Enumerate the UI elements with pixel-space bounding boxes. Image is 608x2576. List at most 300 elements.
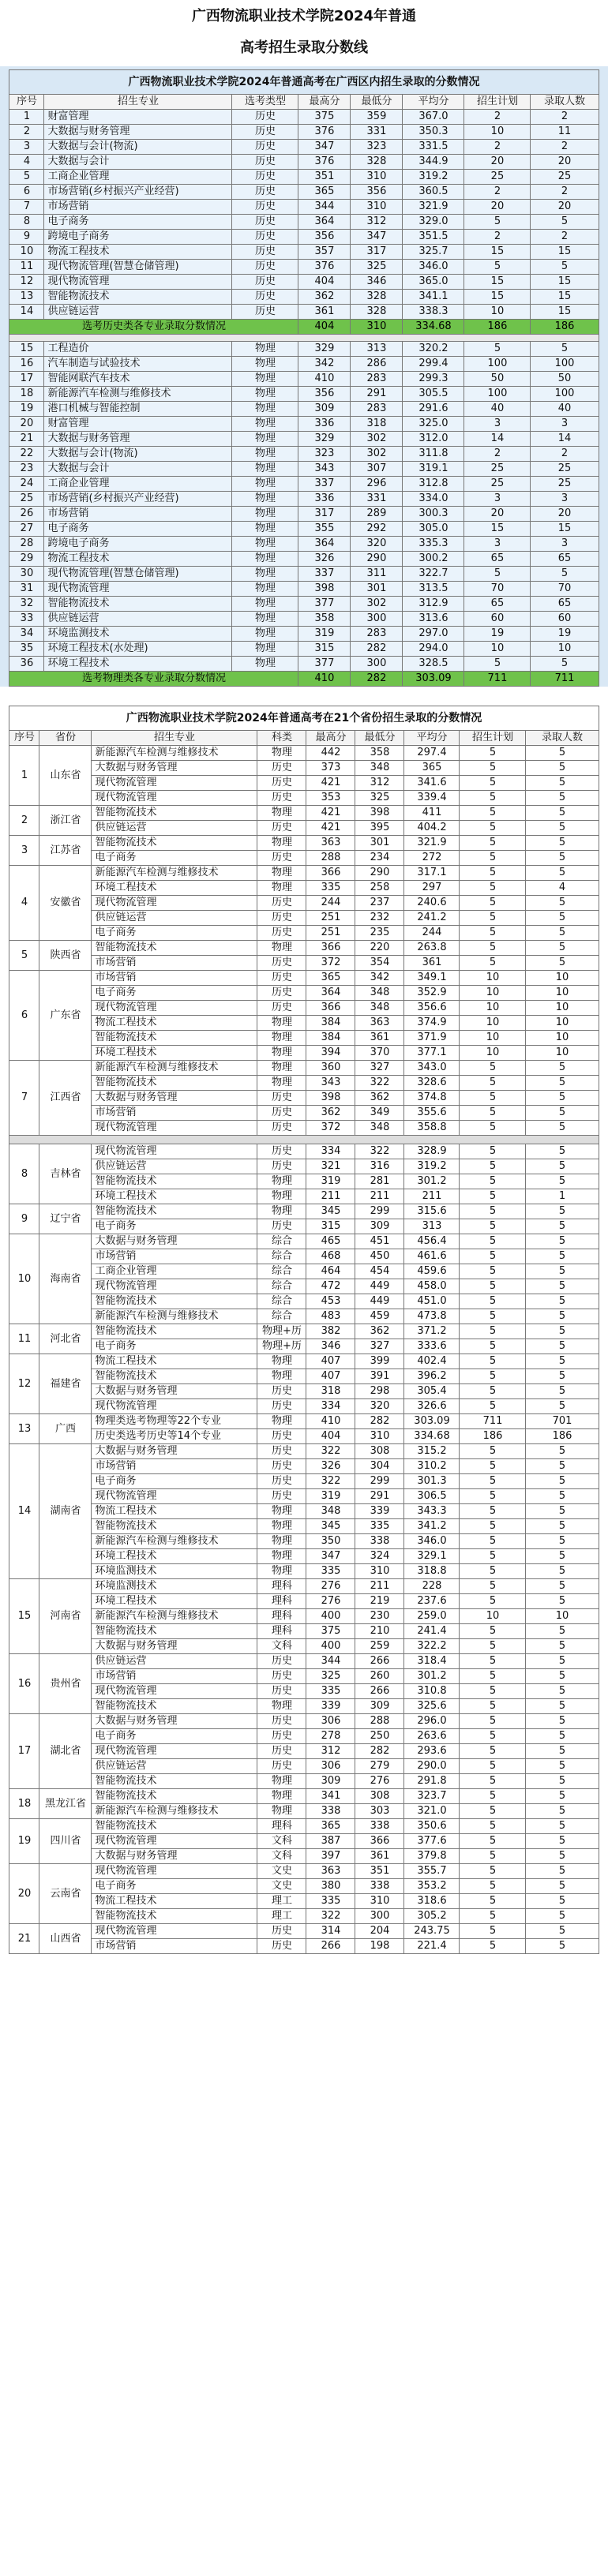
table-row bbox=[9, 821, 599, 836]
cell-major: 现代物流管理 bbox=[92, 1279, 257, 1294]
cell-avg: 318.6 bbox=[404, 1894, 460, 1909]
cell-major: 供应链运营 bbox=[44, 612, 232, 627]
cell-avg: 351.5 bbox=[403, 230, 464, 245]
cell-subject: 历史 bbox=[232, 200, 298, 215]
cell-major: 电子商务 bbox=[92, 986, 257, 1001]
cell-max: 251 bbox=[306, 911, 355, 926]
table-row bbox=[9, 986, 599, 1001]
cell-max: 326 bbox=[298, 552, 351, 567]
cell-plan: 5 bbox=[460, 1834, 526, 1849]
cell-major: 大数据与财务管理 bbox=[92, 1639, 257, 1654]
table-row bbox=[9, 1204, 599, 1219]
cell-major: 供应链运营 bbox=[92, 1159, 257, 1174]
cell-avg: 259.0 bbox=[404, 1609, 460, 1624]
cell-avg: 290.0 bbox=[404, 1759, 460, 1774]
cell-admitted: 5 bbox=[526, 1504, 599, 1519]
cell-admitted: 15 bbox=[531, 275, 599, 290]
cell-subject: 历史 bbox=[232, 155, 298, 170]
cell-max: 321 bbox=[306, 1159, 355, 1174]
cell-subject: 物理 bbox=[232, 402, 298, 417]
cell-max: 375 bbox=[306, 1624, 355, 1639]
cell-max: 323 bbox=[298, 447, 351, 462]
cell-plan: 5 bbox=[460, 911, 526, 926]
cell-no: 19 bbox=[9, 402, 44, 417]
cell-avg: 377.1 bbox=[404, 1046, 460, 1061]
cell-min: 289 bbox=[351, 507, 403, 522]
cell-plan: 5 bbox=[460, 1489, 526, 1504]
cell-avg: 321.9 bbox=[404, 836, 460, 851]
table-row bbox=[9, 1159, 599, 1174]
cell-plan: 5 bbox=[460, 1354, 526, 1369]
cell-subject: 历史 bbox=[257, 1459, 306, 1474]
cell-plan: 100 bbox=[464, 357, 531, 372]
cell-plan: 10 bbox=[460, 1031, 526, 1046]
cell-subject: 历史 bbox=[257, 791, 306, 806]
cell-province: 江苏省 bbox=[39, 836, 92, 866]
cell-avg: 320.2 bbox=[403, 342, 464, 357]
cell-min: 335 bbox=[355, 1519, 404, 1534]
cell-plan: 5 bbox=[460, 1459, 526, 1474]
cell-avg: 350.3 bbox=[403, 125, 464, 140]
cell-admitted: 5 bbox=[526, 1339, 599, 1354]
cell-min: 296 bbox=[351, 477, 403, 492]
cell-max: 319 bbox=[306, 1174, 355, 1189]
cell-admitted: 5 bbox=[526, 776, 599, 791]
cell-province: 吉林省 bbox=[39, 1144, 92, 1204]
cell-plan: 5 bbox=[464, 215, 531, 230]
cell-subject: 理科 bbox=[257, 1579, 306, 1594]
cell-admitted: 19 bbox=[531, 627, 599, 642]
cell-min: 301 bbox=[351, 582, 403, 597]
cell-no: 16 bbox=[9, 1654, 39, 1714]
cell-no: 6 bbox=[9, 185, 44, 200]
cell-min: 395 bbox=[355, 821, 404, 836]
cell-major: 供应链运营 bbox=[92, 1654, 257, 1669]
cell-no: 7 bbox=[9, 200, 44, 215]
cell-major: 电子商务 bbox=[44, 215, 232, 230]
cell-major: 环境工程技术 bbox=[92, 1046, 257, 1061]
cell-admitted: 5 bbox=[526, 1714, 599, 1729]
cell-subject: 物理 bbox=[257, 806, 306, 821]
cell-subject: 历史 bbox=[257, 1429, 306, 1444]
table-row bbox=[9, 275, 599, 290]
cell-major: 市场营销 bbox=[92, 1669, 257, 1684]
table-row bbox=[9, 1459, 599, 1474]
cell-max: 322 bbox=[306, 1444, 355, 1459]
cell-admitted: 5 bbox=[526, 791, 599, 806]
cell-admitted: 5 bbox=[526, 821, 599, 836]
cell-avg: 328.6 bbox=[404, 1076, 460, 1091]
cell-subject: 理工 bbox=[257, 1909, 306, 1924]
cell-major: 汽车制造与试验技术 bbox=[44, 357, 232, 372]
cell-avg: 329.0 bbox=[403, 215, 464, 230]
cell-major: 大数据与财务管理 bbox=[44, 125, 232, 140]
table-row bbox=[9, 866, 599, 881]
cell-major: 新能源汽车检测与维修技术 bbox=[44, 387, 232, 402]
guangxi-score-table-section bbox=[0, 66, 608, 687]
cell-max: 400 bbox=[306, 1639, 355, 1654]
cell-min: 302 bbox=[351, 597, 403, 612]
cell-max: 376 bbox=[298, 125, 351, 140]
cell-max: 345 bbox=[306, 1519, 355, 1534]
cell-min: 219 bbox=[355, 1594, 404, 1609]
cell-max: 404 bbox=[298, 275, 351, 290]
table-row bbox=[9, 1309, 599, 1324]
cell-admitted: 5 bbox=[526, 1849, 599, 1864]
table-row bbox=[9, 806, 599, 821]
cell-admitted: 5 bbox=[526, 1564, 599, 1579]
cell-no: 12 bbox=[9, 1354, 39, 1414]
cell-max: 384 bbox=[306, 1031, 355, 1046]
cell-min: 351 bbox=[355, 1864, 404, 1879]
cell-avg: 402.4 bbox=[404, 1354, 460, 1369]
cell-admitted: 20 bbox=[531, 155, 599, 170]
cell-no: 21 bbox=[9, 1924, 39, 1954]
cell-subject: 物理 bbox=[232, 522, 298, 537]
cell-min: 331 bbox=[351, 125, 403, 140]
cell-major: 电子商务 bbox=[92, 926, 257, 941]
cell-major: 现代物流管理 bbox=[92, 1684, 257, 1699]
cell-max: 355 bbox=[298, 522, 351, 537]
table-row bbox=[9, 1654, 599, 1669]
cell-no: 25 bbox=[9, 492, 44, 507]
summary-value: 282 bbox=[351, 672, 403, 687]
table-row bbox=[9, 1091, 599, 1106]
cell-max: 404 bbox=[306, 1429, 355, 1444]
cell-min: 338 bbox=[355, 1879, 404, 1894]
cell-no: 13 bbox=[9, 1414, 39, 1444]
cell-admitted: 2 bbox=[531, 447, 599, 462]
cell-avg: 291.8 bbox=[404, 1774, 460, 1789]
cell-subject: 历史 bbox=[257, 1744, 306, 1759]
cell-max: 276 bbox=[306, 1594, 355, 1609]
cell-min: 361 bbox=[355, 1031, 404, 1046]
cell-max: 319 bbox=[298, 627, 351, 642]
cell-min: 362 bbox=[355, 1324, 404, 1339]
table-row bbox=[9, 1001, 599, 1016]
cell-max: 344 bbox=[306, 1654, 355, 1669]
table-row bbox=[9, 1249, 599, 1264]
cell-subject: 物理 bbox=[257, 866, 306, 881]
cell-max: 278 bbox=[306, 1729, 355, 1744]
cell-plan: 5 bbox=[460, 1639, 526, 1654]
cell-plan: 14 bbox=[464, 432, 531, 447]
cell-avg: 341.1 bbox=[403, 290, 464, 305]
cell-min: 449 bbox=[355, 1279, 404, 1294]
cell-major: 市场营销 bbox=[92, 1249, 257, 1264]
cell-avg: 343.0 bbox=[404, 1061, 460, 1076]
cell-avg: 350.6 bbox=[404, 1819, 460, 1834]
cell-min: 283 bbox=[351, 402, 403, 417]
cell-subject: 历史 bbox=[232, 110, 298, 125]
cell-subject: 物理 bbox=[257, 941, 306, 956]
cell-admitted: 5 bbox=[526, 1549, 599, 1564]
cell-major: 现代物流管理(智慧仓储管理) bbox=[44, 567, 232, 582]
cell-admitted: 5 bbox=[526, 1579, 599, 1594]
cell-major: 现代物流管理 bbox=[92, 1924, 257, 1939]
table-row bbox=[9, 1699, 599, 1714]
cell-admitted: 5 bbox=[526, 1804, 599, 1819]
table-row bbox=[9, 1594, 599, 1609]
cell-plan: 10 bbox=[460, 1016, 526, 1031]
cell-admitted: 10 bbox=[526, 971, 599, 986]
cell-subject: 综合 bbox=[257, 1249, 306, 1264]
cell-admitted: 5 bbox=[526, 1474, 599, 1489]
cell-min: 250 bbox=[355, 1729, 404, 1744]
summary-value: 334.68 bbox=[403, 320, 464, 335]
summary-row-physics bbox=[9, 672, 599, 687]
summary-value: 404 bbox=[298, 320, 351, 335]
cell-max: 384 bbox=[306, 1016, 355, 1031]
cell-plan: 10 bbox=[464, 642, 531, 657]
cell-plan: 5 bbox=[460, 1091, 526, 1106]
cell-max: 350 bbox=[306, 1534, 355, 1549]
cell-plan: 5 bbox=[460, 746, 526, 761]
table-row bbox=[9, 387, 599, 402]
cell-no: 4 bbox=[9, 155, 44, 170]
cell-avg: 349.1 bbox=[404, 971, 460, 986]
table-row bbox=[9, 1534, 599, 1549]
cell-subject: 历史 bbox=[257, 776, 306, 791]
cell-max: 407 bbox=[306, 1369, 355, 1384]
cell-admitted: 5 bbox=[526, 1939, 599, 1954]
cell-major: 智能物流技术 bbox=[44, 290, 232, 305]
cell-avg: 319.2 bbox=[403, 170, 464, 185]
cell-max: 337 bbox=[298, 477, 351, 492]
table-row bbox=[9, 1076, 599, 1091]
cell-subject: 历史 bbox=[257, 1001, 306, 1016]
cell-subject: 历史 bbox=[257, 1144, 306, 1159]
header-major: 招生专业 bbox=[92, 731, 257, 746]
table-row bbox=[9, 1804, 599, 1819]
cell-subject: 历史 bbox=[257, 926, 306, 941]
cell-plan: 25 bbox=[464, 462, 531, 477]
cell-admitted: 2 bbox=[531, 140, 599, 155]
cell-major: 市场营销(乡村振兴产业经营) bbox=[44, 492, 232, 507]
cell-province: 福建省 bbox=[39, 1354, 92, 1414]
table-row bbox=[9, 582, 599, 597]
cell-min: 331 bbox=[351, 492, 403, 507]
cell-plan: 5 bbox=[460, 1819, 526, 1834]
table-row bbox=[9, 1864, 599, 1879]
cell-max: 361 bbox=[298, 305, 351, 320]
cell-plan: 5 bbox=[460, 926, 526, 941]
cell-min: 346 bbox=[351, 275, 403, 290]
cell-admitted: 5 bbox=[526, 1174, 599, 1189]
cell-subject: 历史 bbox=[232, 290, 298, 305]
cell-subject: 物理 bbox=[232, 462, 298, 477]
cell-avg: 334.68 bbox=[404, 1429, 460, 1444]
cell-min: 363 bbox=[355, 1016, 404, 1031]
table-row bbox=[9, 170, 599, 185]
summary-value: 186 bbox=[464, 320, 531, 335]
cell-subject: 物理 bbox=[257, 1204, 306, 1219]
page-title-line2: 高考招生录取分数线 bbox=[240, 39, 368, 56]
cell-max: 335 bbox=[306, 1894, 355, 1909]
cell-no: 21 bbox=[9, 432, 44, 447]
cell-major: 工商企业管理 bbox=[44, 477, 232, 492]
cell-major: 智能物流技术 bbox=[92, 1294, 257, 1309]
cell-plan: 186 bbox=[460, 1429, 526, 1444]
cell-no: 14 bbox=[9, 305, 44, 320]
cell-major: 物流工程技术 bbox=[92, 1016, 257, 1031]
cell-admitted: 3 bbox=[531, 417, 599, 432]
cell-max: 358 bbox=[298, 612, 351, 627]
cell-plan: 5 bbox=[460, 791, 526, 806]
cell-subject: 物理 bbox=[257, 1534, 306, 1549]
table-row bbox=[9, 1609, 599, 1624]
cell-max: 343 bbox=[298, 462, 351, 477]
cell-subject: 物理 bbox=[232, 627, 298, 642]
cell-major: 新能源汽车检测与维修技术 bbox=[92, 866, 257, 881]
cell-subject: 历史 bbox=[257, 1219, 306, 1234]
cell-avg: 355.6 bbox=[404, 1106, 460, 1121]
cell-plan: 5 bbox=[460, 1909, 526, 1924]
cell-min: 391 bbox=[355, 1369, 404, 1384]
cell-subject: 综合 bbox=[257, 1294, 306, 1309]
cell-avg: 318.8 bbox=[404, 1564, 460, 1579]
cell-admitted: 5 bbox=[526, 1294, 599, 1309]
cell-plan: 5 bbox=[460, 1894, 526, 1909]
page-title-line1: 广西物流职业技术学院2024年普通 bbox=[191, 8, 417, 24]
table-row bbox=[9, 1444, 599, 1459]
cell-avg: 315.6 bbox=[404, 1204, 460, 1219]
cell-min: 260 bbox=[355, 1669, 404, 1684]
cell-max: 335 bbox=[306, 1564, 355, 1579]
cell-plan: 20 bbox=[464, 155, 531, 170]
cell-max: 377 bbox=[298, 657, 351, 672]
cell-subject: 文科 bbox=[257, 1639, 306, 1654]
cell-max: 360 bbox=[306, 1061, 355, 1076]
cell-admitted: 5 bbox=[526, 1076, 599, 1091]
cell-avg: 352.9 bbox=[404, 986, 460, 1001]
cell-major: 现代物流管理 bbox=[92, 1489, 257, 1504]
cell-avg: 341.2 bbox=[404, 1519, 460, 1534]
cell-subject: 物理 bbox=[257, 1061, 306, 1076]
cell-plan: 5 bbox=[460, 1624, 526, 1639]
cell-province: 浙江省 bbox=[39, 806, 92, 836]
cell-max: 464 bbox=[306, 1264, 355, 1279]
cell-plan: 40 bbox=[464, 402, 531, 417]
table-row bbox=[9, 956, 599, 971]
cell-max: 376 bbox=[298, 260, 351, 275]
header-major: 招生专业 bbox=[44, 95, 232, 110]
cell-min: 354 bbox=[355, 956, 404, 971]
cell-major: 智能物流技术 bbox=[92, 1909, 257, 1924]
cell-avg: 291.6 bbox=[403, 402, 464, 417]
cell-subject: 历史 bbox=[257, 1654, 306, 1669]
cell-admitted: 65 bbox=[531, 552, 599, 567]
table-row bbox=[9, 125, 599, 140]
cell-subject: 物理 bbox=[257, 1564, 306, 1579]
cell-max: 483 bbox=[306, 1309, 355, 1324]
cell-no: 12 bbox=[9, 275, 44, 290]
table-row bbox=[9, 1219, 599, 1234]
header-max: 最高分 bbox=[306, 731, 355, 746]
cell-avg: 365.0 bbox=[403, 275, 464, 290]
cell-min: 325 bbox=[355, 791, 404, 806]
cell-max: 346 bbox=[306, 1339, 355, 1354]
cell-max: 244 bbox=[306, 896, 355, 911]
cell-subject: 物理 bbox=[257, 1504, 306, 1519]
cell-admitted: 5 bbox=[526, 1744, 599, 1759]
cell-plan: 65 bbox=[464, 552, 531, 567]
cell-subject: 物理 bbox=[232, 342, 298, 357]
cell-max: 347 bbox=[298, 140, 351, 155]
cell-avg: 361 bbox=[404, 956, 460, 971]
cell-subject: 历史 bbox=[232, 305, 298, 320]
cell-admitted: 10 bbox=[531, 642, 599, 657]
cell-no: 11 bbox=[9, 260, 44, 275]
cell-max: 341 bbox=[306, 1789, 355, 1804]
gap-row bbox=[9, 1136, 599, 1144]
cell-plan: 5 bbox=[460, 1204, 526, 1219]
cell-admitted: 5 bbox=[526, 1279, 599, 1294]
cell-plan: 5 bbox=[460, 1519, 526, 1534]
cell-avg: 341.6 bbox=[404, 776, 460, 791]
cell-province: 四川省 bbox=[39, 1819, 92, 1864]
cell-plan: 5 bbox=[460, 1804, 526, 1819]
cell-plan: 5 bbox=[460, 1684, 526, 1699]
cell-plan: 3 bbox=[464, 417, 531, 432]
cell-plan: 5 bbox=[460, 1864, 526, 1879]
cell-max: 442 bbox=[306, 746, 355, 761]
table-caption: 广西物流职业技术学院2024年普通高考在广西区内招生录取的分数情况 bbox=[9, 70, 599, 95]
cell-min: 310 bbox=[355, 1564, 404, 1579]
cell-min: 449 bbox=[355, 1294, 404, 1309]
cell-no: 8 bbox=[9, 1144, 39, 1204]
cell-no: 2 bbox=[9, 125, 44, 140]
cell-major: 大数据与财务管理 bbox=[92, 1714, 257, 1729]
cell-major: 市场营销 bbox=[92, 1939, 257, 1954]
cell-admitted: 5 bbox=[526, 896, 599, 911]
cell-avg: 305.4 bbox=[404, 1384, 460, 1399]
cell-admitted: 20 bbox=[531, 507, 599, 522]
cell-min: 211 bbox=[355, 1189, 404, 1204]
cell-admitted: 5 bbox=[526, 1864, 599, 1879]
cell-no: 3 bbox=[9, 836, 39, 866]
cell-admitted: 5 bbox=[526, 1061, 599, 1076]
cell-no: 24 bbox=[9, 477, 44, 492]
cell-avg: 333.6 bbox=[404, 1339, 460, 1354]
cell-admitted: 701 bbox=[526, 1414, 599, 1429]
cell-province: 河南省 bbox=[39, 1579, 92, 1654]
cell-avg: 325.7 bbox=[403, 245, 464, 260]
cell-subject: 历史 bbox=[257, 986, 306, 1001]
table-row bbox=[9, 215, 599, 230]
cell-plan: 5 bbox=[460, 1939, 526, 1954]
cell-major: 市场营销(乡村振兴产业经营) bbox=[44, 185, 232, 200]
cell-admitted: 5 bbox=[526, 911, 599, 926]
cell-subject: 物理 bbox=[257, 1031, 306, 1046]
table-row bbox=[9, 1894, 599, 1909]
cell-max: 472 bbox=[306, 1279, 355, 1294]
cell-avg: 301.2 bbox=[404, 1174, 460, 1189]
table-row bbox=[9, 342, 599, 357]
summary-value: 711 bbox=[531, 672, 599, 687]
cell-plan: 5 bbox=[460, 1309, 526, 1324]
cell-subject: 物理 bbox=[257, 1189, 306, 1204]
table-caption-row bbox=[9, 706, 599, 731]
cell-admitted: 5 bbox=[526, 1639, 599, 1654]
cell-admitted: 5 bbox=[526, 1624, 599, 1639]
cell-major: 环境监测技术 bbox=[92, 1579, 257, 1594]
cell-min: 220 bbox=[355, 941, 404, 956]
cell-plan: 20 bbox=[464, 200, 531, 215]
cell-major: 智能网联汽车技术 bbox=[44, 372, 232, 387]
cell-min: 451 bbox=[355, 1234, 404, 1249]
cell-max: 315 bbox=[306, 1219, 355, 1234]
